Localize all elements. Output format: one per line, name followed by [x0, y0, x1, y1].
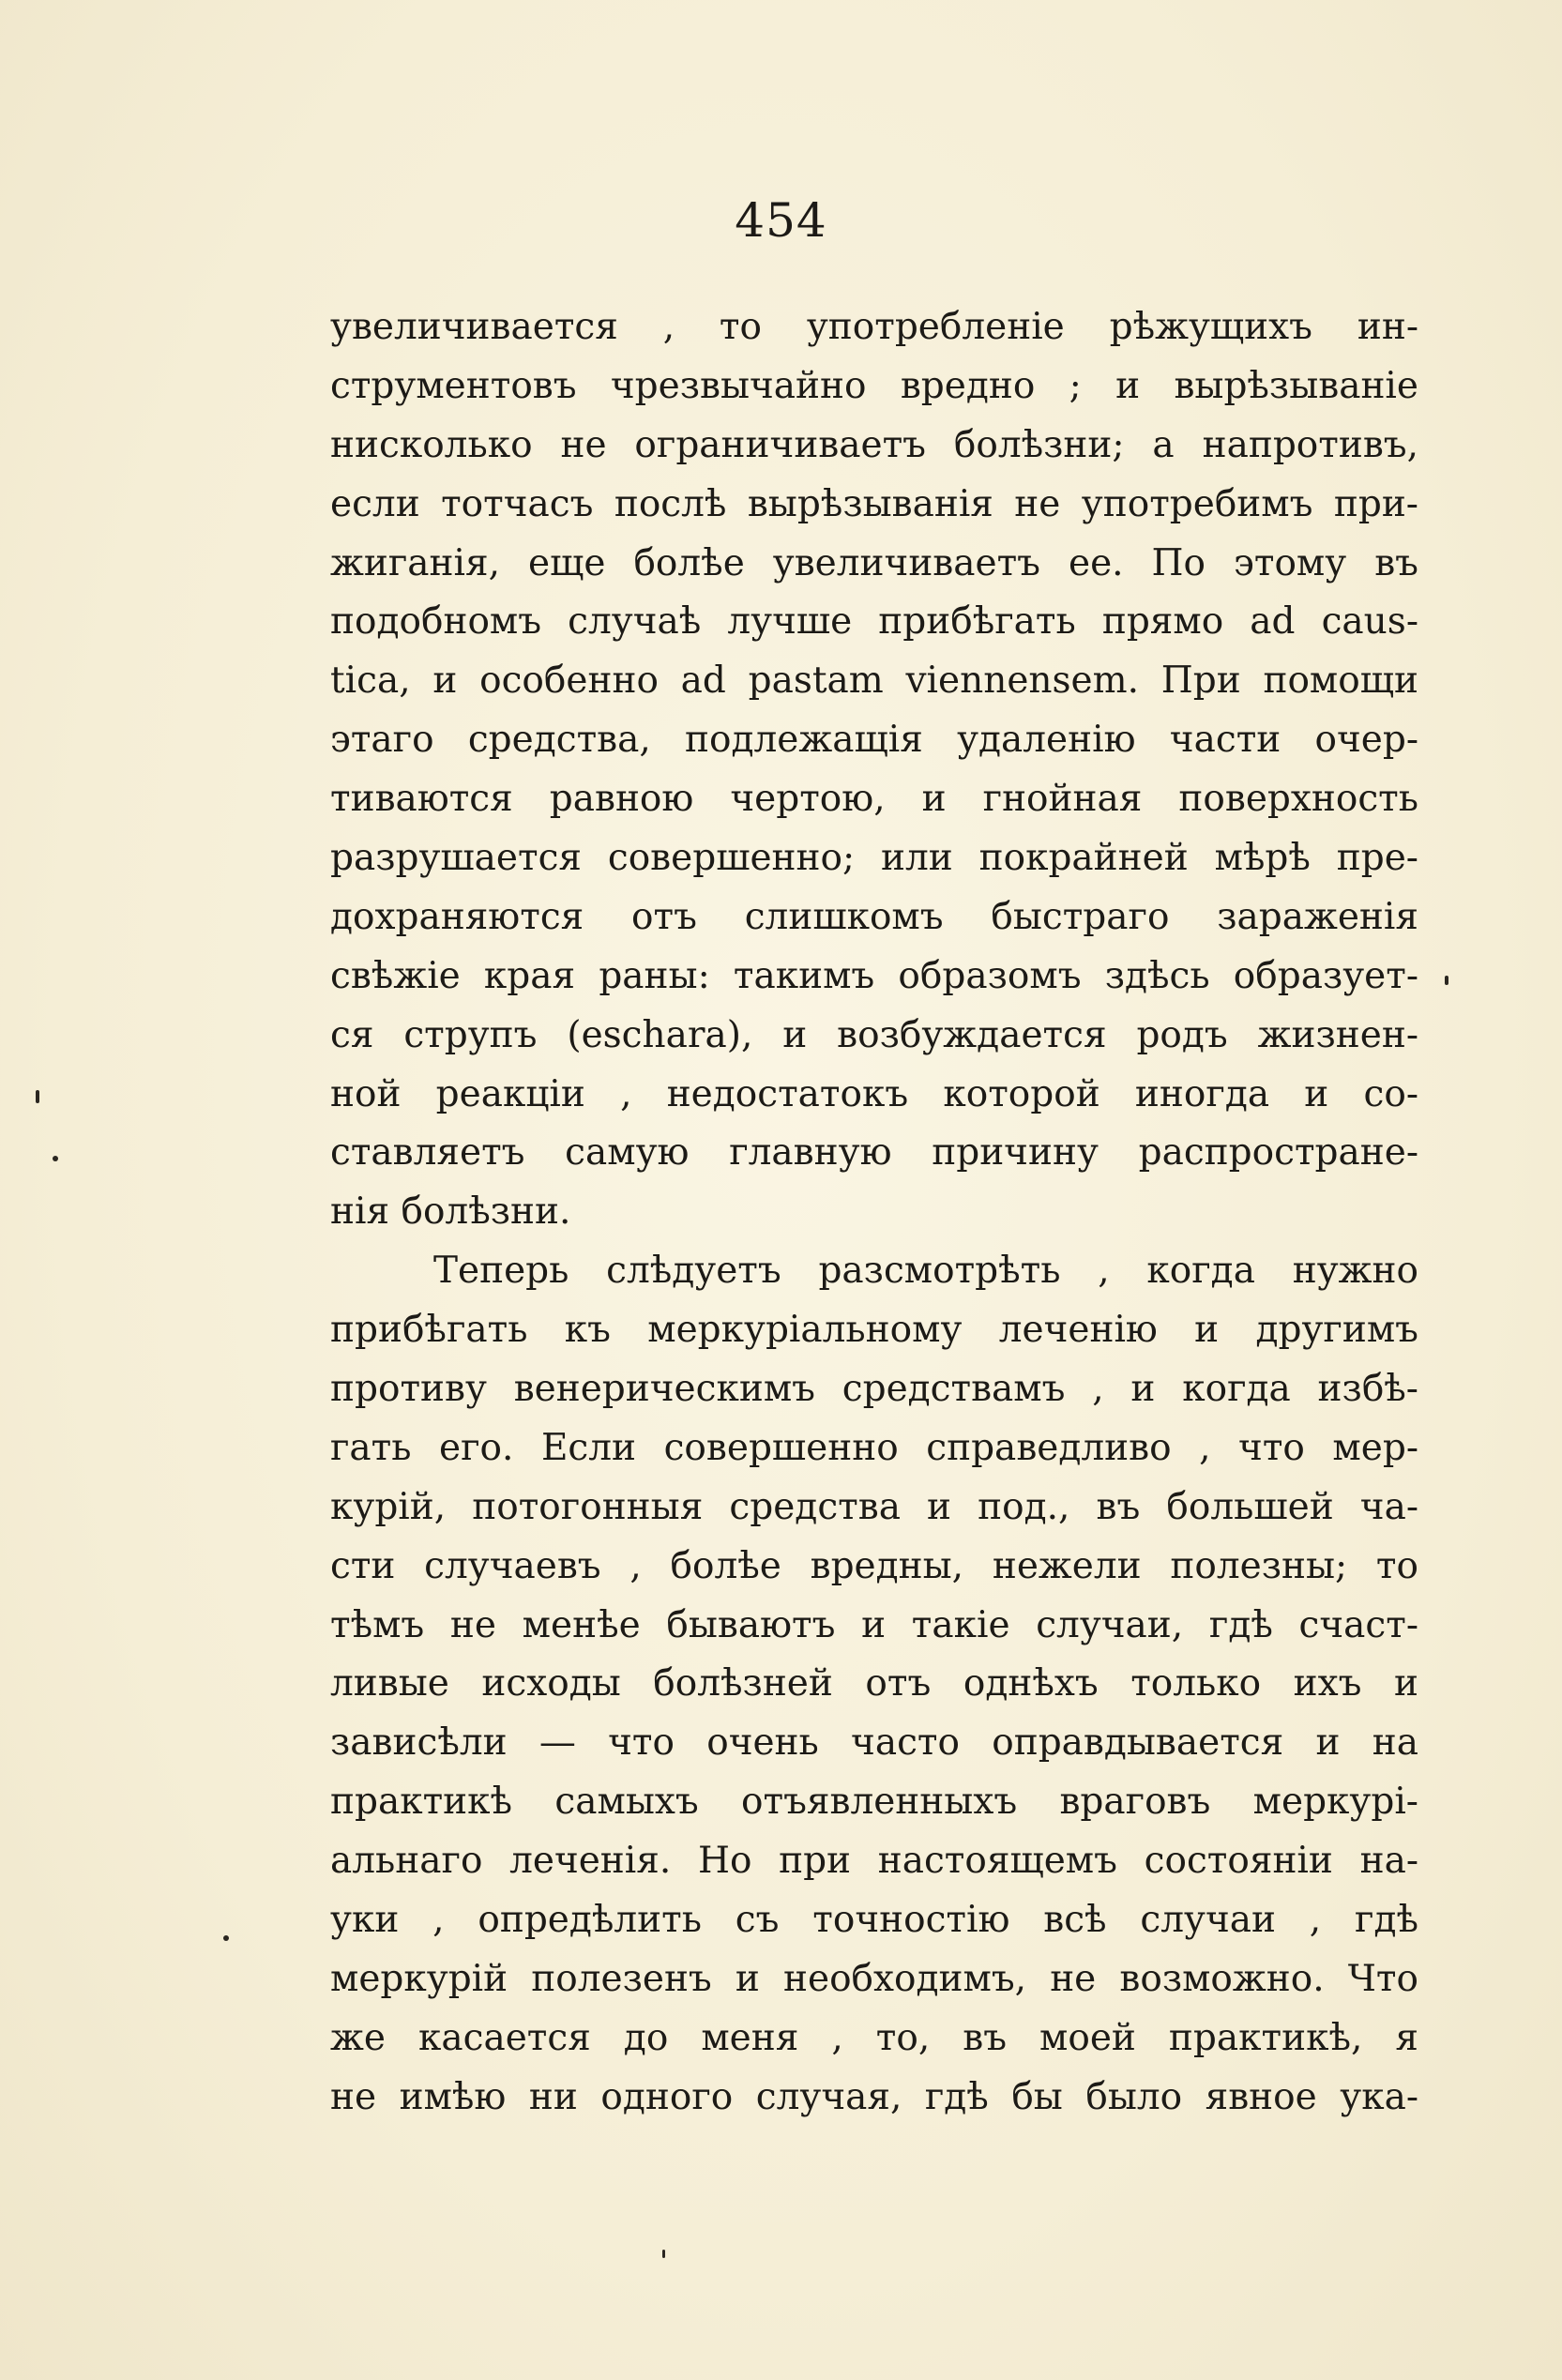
text-line: практикѣ самыхъ отъявленныхъ враговъ меркурі-: [330, 1781, 1418, 1824]
text-line: если тотчасъ послѣ вырѣзыванія не употребимъ при-: [330, 482, 1418, 525]
text-line: ставляетъ самую главную причину распростране-: [330, 1131, 1418, 1175]
text-line: дохраняются отъ слишкомъ быстраго зараженія: [330, 895, 1418, 938]
text-line: разрушается совершенно; или покрайней мѣрѣ пре-: [330, 837, 1418, 880]
paragraph-start-line: Теперь слѣдуетъ разсмотрѣть , когда нужно: [433, 1250, 1418, 1293]
text-line: курій, потогонныя средства и под., въ большей ча-: [330, 1485, 1418, 1528]
text-line: тиваются равною чертою, и гнойная поверхность: [330, 778, 1418, 821]
text-line: же касается до меня , то, въ моей практикѣ, я: [330, 2016, 1418, 2059]
text-line: подобномъ случаѣ лучше прибѣгать прямо ad caus-: [330, 600, 1418, 644]
text-line: tica, и особенно ad pastam viennensem. При помощи: [330, 659, 1418, 703]
text-line: свѣжіе края раны: такимъ образомъ здѣсь образует-: [330, 954, 1418, 997]
page-number: 454: [735, 193, 827, 248]
text-line: уки , опредѣлить съ точностію всѣ случаи , гдѣ: [330, 1899, 1418, 1942]
text-line: увеличивается , то употребленіе рѣжущихъ ин-: [330, 306, 1418, 348]
text-line: струментовъ чрезвычайно вредно ; и вырѣзываніе: [330, 364, 1418, 407]
ink-speck: [36, 1090, 39, 1103]
text-line: альнаго леченія. Но при настоящемъ состояніи на-: [330, 1840, 1418, 1883]
text-line: гать его. Если совершенно справедливо , что мер-: [330, 1426, 1418, 1469]
text-line: ливые исходы болѣзней отъ однѣхъ только ихъ и: [330, 1662, 1418, 1705]
text-line: не имѣю ни одного случая, гдѣ бы было явное ука-: [330, 2075, 1418, 2118]
text-line: этаго средства, подлежащія удаленію части очер-: [330, 719, 1418, 762]
body-text: [330, 298, 1418, 2128]
ink-speck: [1445, 976, 1448, 985]
text-line: ся струпъ (eschara), и возбуждается родъ жизнен-: [330, 1013, 1418, 1056]
text-line: нисколько не ограничиваетъ болѣзни; а напротивъ,: [330, 423, 1418, 466]
text-line: противу венерическимъ средствамъ , и когда избѣ-: [330, 1368, 1418, 1411]
paragraph-end-line: нія болѣзни.: [330, 1190, 571, 1234]
text-line: сти случаевъ , болѣе вредны, нежели полезны; то: [330, 1544, 1418, 1587]
ink-speck: [53, 1156, 58, 1161]
text-line: тѣмъ не менѣе бываютъ и такіе случаи, гдѣ счаст-: [330, 1603, 1418, 1646]
text-line: ной реакціи , недостатокъ которой иногда и со-: [330, 1072, 1418, 1115]
ink-speck: [662, 2250, 665, 2258]
ink-speck: [223, 1935, 229, 1941]
text-line: жиганія, еще болѣе увеличиваетъ ее. По этому въ: [330, 541, 1418, 584]
text-line: зависѣли — что очень часто оправдывается и на: [330, 1721, 1418, 1765]
text-line: меркурій полезенъ и необходимъ, не возможно. Что: [330, 1957, 1418, 2000]
text-line: прибѣгать къ меркуріальному леченію и другимъ: [330, 1309, 1418, 1352]
